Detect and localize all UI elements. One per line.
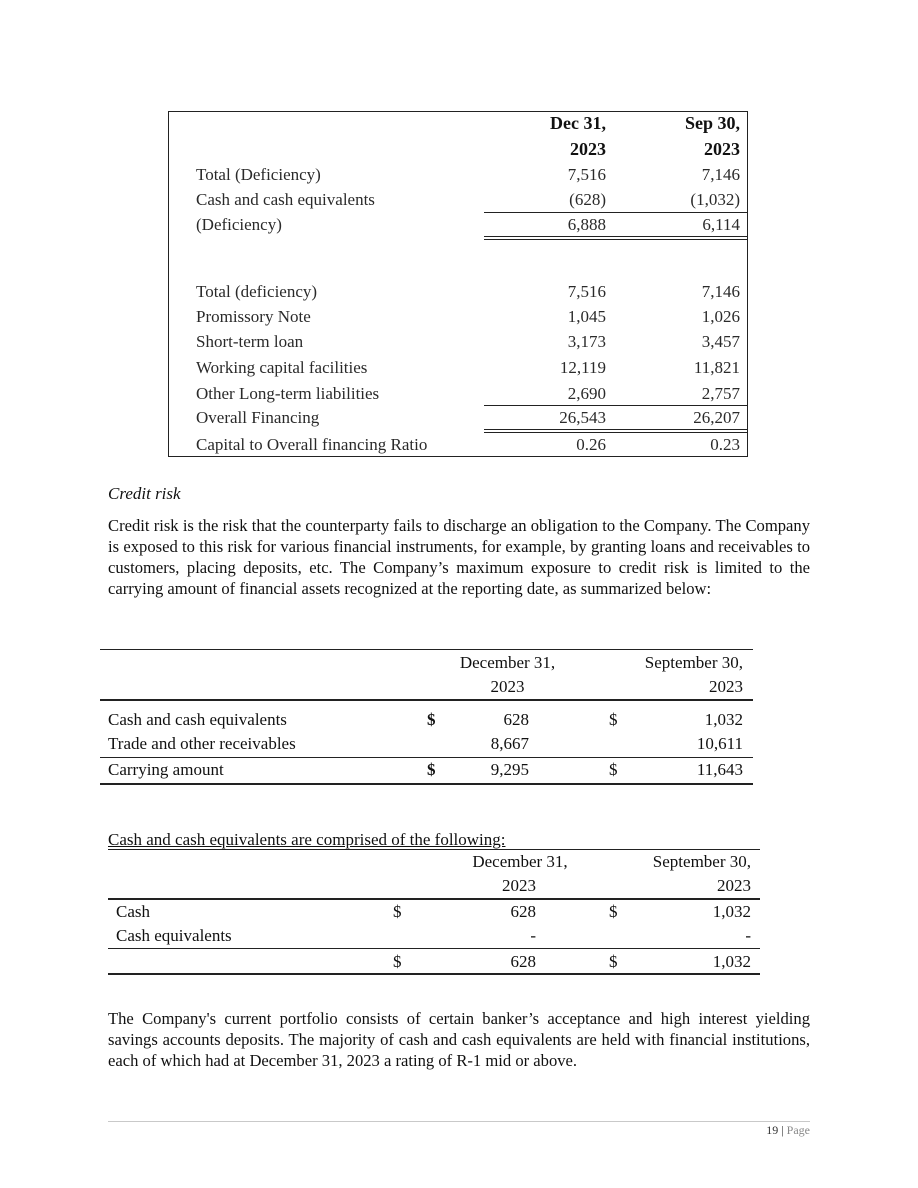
t2-col1-header-line1: December 31, <box>459 653 556 672</box>
t2-col1-header-line2: 2023 <box>490 677 525 696</box>
dollar-sign: $ <box>609 760 618 779</box>
t1-row-value-sep: 11,821 <box>693 358 740 377</box>
dollar-sign: $ <box>609 710 618 729</box>
t1-col1-header-line2: 2023 <box>570 139 606 159</box>
t1-row-label: Cash and cash equivalents <box>196 190 375 209</box>
t2-row-value-sep: 11,643 <box>696 760 743 779</box>
dollar-sign: $ <box>393 902 402 921</box>
t2-row-label: Trade and other receivables <box>108 734 296 753</box>
t1-row-value-sep: 7,146 <box>701 165 740 184</box>
t1-row-value-dec: (628) <box>569 190 606 209</box>
t3-row-label: Cash <box>116 902 150 921</box>
t1-row-label: Promissory Note <box>196 307 311 326</box>
t1-row-value-dec: 0.26 <box>576 435 606 454</box>
dollar-sign: $ <box>427 760 436 779</box>
t2-col2-header-line2: 2023 <box>709 677 743 696</box>
t2-top-rule <box>100 649 753 650</box>
t3-row-value-sep: - <box>745 926 751 945</box>
t2-row-label: Carrying amount <box>108 760 224 779</box>
credit-risk-heading: Credit risk <box>108 484 181 503</box>
t1-row-label: Overall Financing <box>196 408 320 427</box>
t1-row-value-sep: 2,757 <box>701 384 740 403</box>
page-footer <box>700 1123 810 1138</box>
subtotal-rule <box>484 212 748 213</box>
t3-header-rule <box>108 898 760 900</box>
t3-row-value-dec: 628 <box>510 952 536 971</box>
t1-row-value-dec: 2,690 <box>567 384 606 403</box>
t1-row-label: Working capital facilities <box>196 358 368 377</box>
t1-col1-header-line1: Dec 31, <box>550 113 606 133</box>
t1-row-value-dec: 26,543 <box>559 408 606 427</box>
t2-row-value-dec: 9,295 <box>490 760 529 779</box>
dollar-sign: $ <box>609 902 618 921</box>
t1-row-label: Other Long-term liabilities <box>196 384 380 403</box>
t1-row-value-dec: 3,173 <box>567 332 606 351</box>
t2-row-value-sep: 1,032 <box>704 710 743 729</box>
page-separator: | <box>781 1123 784 1137</box>
page-number: 19 <box>766 1123 779 1137</box>
t3-col2-header-line1: September 30, <box>652 852 751 871</box>
dollar-sign: $ <box>393 952 402 971</box>
t1-row-label: (Deficiency) <box>196 215 282 234</box>
t2-row-value-dec: 628 <box>503 710 529 729</box>
t3-row-value-sep: 1,032 <box>712 902 751 921</box>
t1-row-value-sep: 0.23 <box>710 435 740 454</box>
t1-row-value-sep: 3,457 <box>701 332 740 351</box>
t1-col2-header-line2: 2023 <box>704 139 740 159</box>
total-double-rule-bottom <box>484 432 748 433</box>
t3-caption: Cash and cash equivalents are comprised of the following: <box>108 830 506 849</box>
page-label: Page <box>786 1123 810 1137</box>
t2-total-rule <box>100 757 753 758</box>
total-double-rule-top <box>484 236 748 237</box>
t2-row-value-sep: 10,611 <box>696 734 743 753</box>
t3-row-value-dec: - <box>530 926 536 945</box>
subtotal-rule <box>484 405 748 406</box>
t1-row-label: Total (deficiency) <box>196 282 318 301</box>
t2-row-value-dec: 8,667 <box>490 734 529 753</box>
footer-rule <box>108 1121 810 1122</box>
t1-row-label: Capital to Overall financing Ratio <box>196 435 428 454</box>
t1-row-value-dec: 6,888 <box>567 215 606 234</box>
t1-row-value-dec: 12,119 <box>559 358 606 377</box>
dollar-sign: $ <box>609 952 618 971</box>
t3-row-value-dec: 628 <box>510 902 536 921</box>
t2-col2-header-line1: September 30, <box>644 653 743 672</box>
total-double-rule-top <box>484 429 748 430</box>
t1-row-value-sep: 6,114 <box>702 215 740 234</box>
t1-row-value-dec: 1,045 <box>567 307 606 326</box>
t3-col1-header-line2: 2023 <box>502 876 536 895</box>
t1-row-label: Total (Deficiency) <box>196 165 321 184</box>
t3-top-rule <box>108 849 760 850</box>
t3-total-rule <box>108 948 760 949</box>
t1-row-value-sep: 7,146 <box>701 282 740 301</box>
t1-row-value-sep: (1,032) <box>690 190 740 209</box>
t3-row-label: Cash equivalents <box>116 926 232 945</box>
t2-row-label: Cash and cash equivalents <box>108 710 287 729</box>
t2-bottom-rule <box>100 783 753 785</box>
t2-header-rule <box>100 699 753 701</box>
total-double-rule-bottom <box>484 239 748 240</box>
t3-bottom-rule <box>108 973 760 975</box>
t1-col2-header-line1: Sep 30, <box>684 113 740 133</box>
t1-row-value-sep: 1,026 <box>701 307 740 326</box>
dollar-sign: $ <box>427 710 436 729</box>
credit-risk-paragraph: Credit risk is the risk that the counterparty fails to discharge an obligation to the Company. The Company is exposed to this risk for various financial instruments, for example, by granting loans and receivables to customers, placing deposits, etc. The Company’s maximum exposure to credit risk is limited to the carrying amount of financial assets recognized at the reporting date, as summarized below: <box>108 516 810 598</box>
closing-paragraph: The Company's current portfolio consists of certain banker’s acceptance and high interest yielding savings accounts deposits. The majority of cash and cash equivalents are held with financial institutions, each of which had at December 31, 2023 a rating of R-1 mid or above. <box>108 1009 810 1070</box>
t3-row-value-sep: 1,032 <box>712 952 751 971</box>
t1-row-value-dec: 7,516 <box>567 282 606 301</box>
t3-col1-header-line1: December 31, <box>472 852 568 871</box>
t1-row-label: Short-term loan <box>196 332 304 351</box>
t1-row-value-dec: 7,516 <box>567 165 606 184</box>
t3-col2-header-line2: 2023 <box>717 876 751 895</box>
t1-row-value-sep: 26,207 <box>693 408 740 427</box>
